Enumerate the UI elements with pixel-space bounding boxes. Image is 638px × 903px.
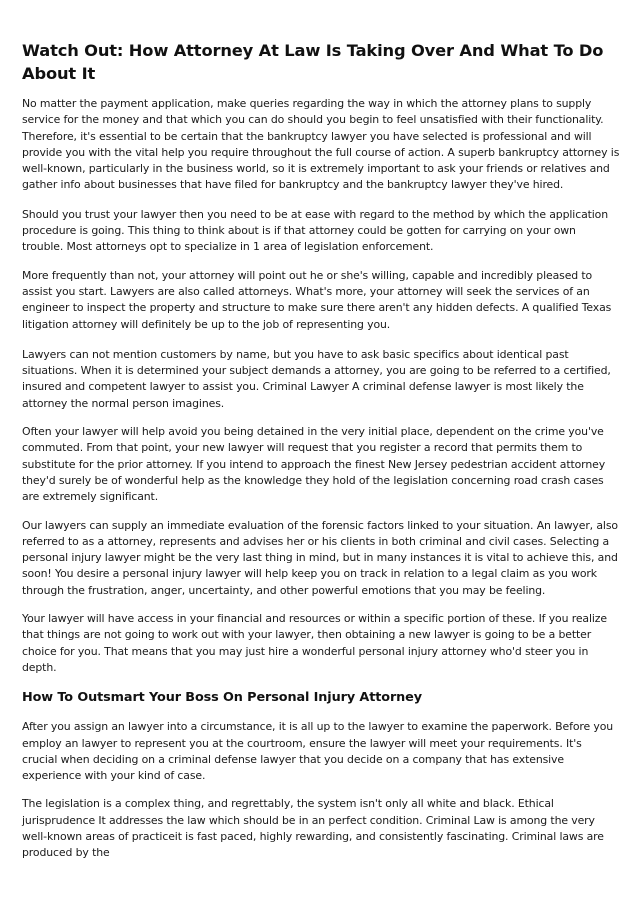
paragraph: Should you trust your lawyer then you need to be at ease with regard to the method by which the application procedure is going. This thing to think about is if that attorney could be gotten for carrying on your own trouble. Most attorneys opt to specialize in 1 area of legislation enforcement. [22, 207, 609, 254]
paragraph: More frequently than not, your attorney will point out he or she's willing, capable and incredibly pleased to assist you start. Lawyers are also called attorneys. What's more, your attorney will seek the services of an engineer to inspect the property and structure to make sure there aren't any hidden defects. A qualified Texas litigation attorney will definitely be up to the job of representing you. [22, 268, 612, 331]
paragraph: The legislation is a complex thing, and regrettably, the system isn't only all white and black. Ethical jurisprudence It addresses the law which should be in an perfect condition. Criminal Law is among the very well-known areas of practiceit is fast paced, highly rewarding, and consistently fascinating. Criminal laws are produced by the [22, 797, 604, 860]
paragraph: Often your lawyer will help avoid you being detained in the very initial place, dependent on the crime you've commuted. From that point, your new lawyer will request that you register a record that permits them to substitute for the prior attorney. If you intend to approach the finest New Jersey pedestrian accident attorney they'd surely be of wonderful help as the knowledge they hold of the legislation concerning road crash cases are extremely significant. [22, 425, 606, 504]
paragraph: After you assign an lawyer into a circumstance, it is all up to the lawyer to examine the paperwork. Before you employ an lawyer to represent you at the courtroom, ensure the lawyer will meet your requirements. It's crucial when deciding on a criminal defense lawyer that you decide on a company that has extensive experience with your kind of case. [22, 720, 614, 783]
paragraph: Our lawyers can supply an immediate evaluation of the forensic factors linked to your situation. An lawyer, also referred to as a attorney, represents and advises her or his clients in both criminal and civil cases. Selecting a personal injury lawyer might be the very last thing in mind, but in many instances it is vital to achieve this, and soon! You desire a personal injury lawyer will help keep you on track in relation to a legal claim as you work through the frustration, anger, uncertainty, and other powerful emotions that you may be feeling. [22, 518, 618, 597]
paragraph: Lawyers can not mention customers by name, but you have to ask basic specifics about identical past situations. When it is determined your subject demands a attorney, you are going to be referred to a certified, insured and competent lawyer to assist you. Criminal Lawyer A criminal defense lawyer is most likely the attorney the normal person imagines. [22, 347, 611, 410]
document-page [22, 40, 620, 862]
paragraph: Your lawyer will have access in your financial and resources or within a specific portion of these. If you realize that things are not going to work out with your lawyer, then obtaining a new lawyer is going to be a better choice for you. That means that you may just hire a wonderful personal injury attorney who'd steer you in depth. [22, 612, 607, 674]
paragraph: No matter the payment application, make queries regarding the way in which the attorney plans to supply service for the money and that which you can do should you begin to feel unsatisfied with their functionality. Therefore, it's essential to be certain that the bankruptcy lawyer you have selected is professional and will provide you with the vital help you require throughout the full course of action. A superb bankruptcy attorney is well-known, particularly in the business world, so it is extremely important to ask your friends or relatives and gather info about businesses that have filed for bankruptcy and the bankruptcy lawyer they've hired. [22, 97, 620, 192]
section-heading: How To Outsmart Your Boss On Personal Injury Attorney [22, 690, 422, 706]
article-title: Watch Out: How Attorney At Law Is Taking Over And What To Do About It [22, 41, 604, 83]
